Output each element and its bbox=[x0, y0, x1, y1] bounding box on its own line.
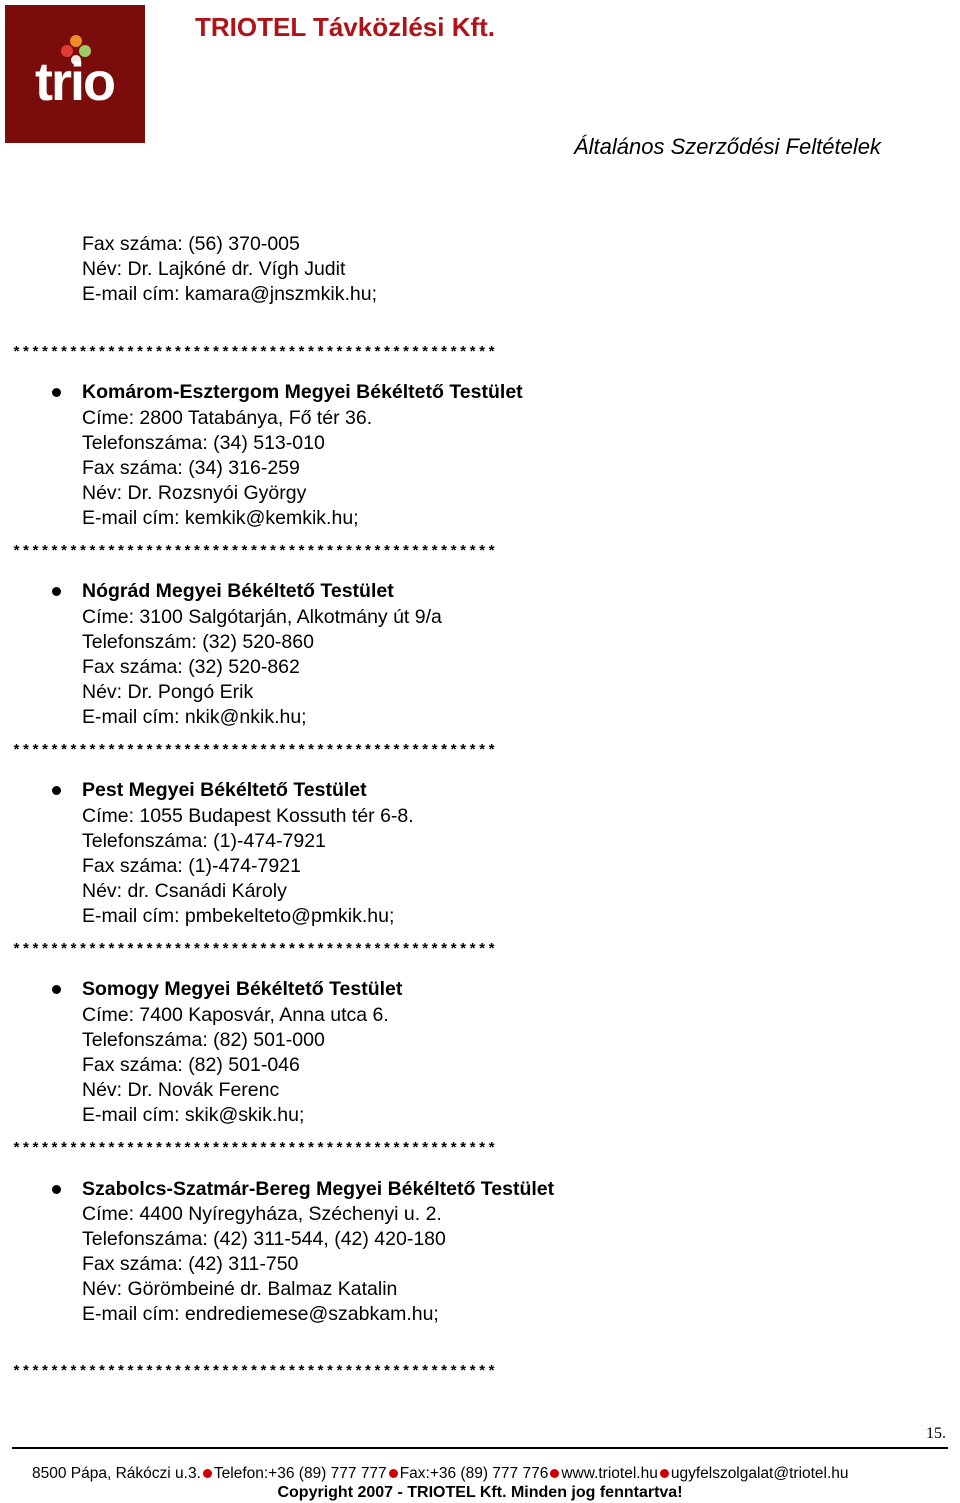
bullet-icon bbox=[52, 587, 61, 596]
section-email: E-mail cím: skik@skik.hu; bbox=[82, 1104, 305, 1126]
section-name: Név: dr. Csanádi Károly bbox=[82, 880, 287, 902]
section-fax: Fax száma: (32) 520-862 bbox=[82, 656, 300, 678]
intro-fax: Fax száma: (56) 370-005 bbox=[82, 233, 300, 255]
section-email: E-mail cím: endrediemese@szabkam.hu; bbox=[82, 1303, 439, 1325]
bullet-icon bbox=[389, 1469, 398, 1478]
intro-email: E-mail cím: kamara@jnszmkik.hu; bbox=[82, 283, 378, 305]
footer-fax: Fax:+36 (89) 777 776 bbox=[399, 1465, 549, 1482]
section-address: Címe: 4400 Nyíregyháza, Széchenyi u. 2. bbox=[82, 1203, 442, 1225]
bullet-icon bbox=[203, 1469, 212, 1478]
section-fax: Fax száma: (1)-474-7921 bbox=[82, 855, 301, 877]
section-phone: Telefonszáma: (1)-474-7921 bbox=[82, 830, 326, 852]
section-address: Címe: 3100 Salgótarján, Alkotmány út 9/a bbox=[82, 606, 442, 628]
copyright: Copyright 2007 - TRIOTEL Kft. Minden jog fenntartva! bbox=[277, 1484, 683, 1501]
section-title: Szabolcs-Szatmár-Bereg Megyei Békéltető Testület bbox=[82, 1178, 555, 1200]
section-name: Név: Dr. Rozsnyói György bbox=[82, 482, 307, 504]
footer-contact bbox=[32, 1465, 849, 1483]
separator: *************************************************** bbox=[12, 544, 497, 561]
section-email: E-mail cím: kemkik@kemkik.hu; bbox=[82, 507, 359, 529]
section-phone: Telefonszám: (32) 520-860 bbox=[82, 631, 314, 653]
section-address: Címe: 7400 Kaposvár, Anna utca 6. bbox=[82, 1004, 389, 1026]
separator: *************************************************** bbox=[12, 345, 497, 362]
section-name: Név: Dr. Pongó Erik bbox=[82, 681, 254, 703]
section-email: E-mail cím: pmbekelteto@pmkik.hu; bbox=[82, 905, 395, 927]
company-name: TRIOTEL Távközlési Kft. bbox=[195, 12, 496, 42]
section-title: Komárom-Esztergom Megyei Békéltető Testület bbox=[82, 381, 523, 403]
section-phone: Telefonszáma: (34) 513-010 bbox=[82, 432, 325, 454]
bullet-icon bbox=[660, 1469, 669, 1478]
bullet-icon bbox=[52, 1185, 61, 1194]
trio-logo bbox=[5, 5, 145, 143]
bullet-icon bbox=[52, 985, 61, 994]
footer-divider bbox=[12, 1447, 948, 1449]
footer-address: 8500 Pápa, Rákóczi u.3. bbox=[32, 1465, 201, 1482]
footer-website-link[interactable]: www.triotel.hu bbox=[561, 1465, 658, 1482]
section-title: Somogy Megyei Békéltető Testület bbox=[82, 978, 403, 1000]
bullet-icon bbox=[52, 388, 61, 397]
logo-text: trio bbox=[35, 52, 114, 112]
bullet-icon bbox=[52, 786, 61, 795]
section-name: Név: Görömbeiné dr. Balmaz Katalin bbox=[82, 1278, 398, 1300]
section-name: Név: Dr. Novák Ferenc bbox=[82, 1079, 280, 1101]
section-phone: Telefonszáma: (42) 311-544, (42) 420-180 bbox=[82, 1228, 446, 1250]
bullet-icon bbox=[550, 1469, 559, 1478]
separator: *************************************************** bbox=[12, 1364, 497, 1381]
section-fax: Fax száma: (34) 316-259 bbox=[82, 457, 300, 479]
section-title: Nógrád Megyei Békéltető Testület bbox=[82, 580, 394, 602]
intro-name: Név: Dr. Lajkóné dr. Vígh Judit bbox=[82, 258, 346, 280]
section-address: Címe: 2800 Tatabánya, Fő tér 36. bbox=[82, 407, 373, 429]
page-number: 15. bbox=[926, 1425, 946, 1442]
footer-phone: Telefon:+36 (89) 777 777 bbox=[213, 1465, 387, 1482]
section-fax: Fax száma: (82) 501-046 bbox=[82, 1054, 300, 1076]
document-title: Általános Szerződési Feltételek bbox=[574, 134, 881, 159]
separator: *************************************************** bbox=[12, 942, 497, 959]
section-address: Címe: 1055 Budapest Kossuth tér 6-8. bbox=[82, 805, 414, 827]
section-email: E-mail cím: nkik@nkik.hu; bbox=[82, 706, 307, 728]
section-title: Pest Megyei Békéltető Testület bbox=[82, 779, 367, 801]
separator: *************************************************** bbox=[12, 743, 497, 760]
section-phone: Telefonszáma: (82) 501-000 bbox=[82, 1029, 325, 1051]
separator: *************************************************** bbox=[12, 1141, 497, 1158]
section-fax: Fax száma: (42) 311-750 bbox=[82, 1253, 299, 1275]
footer-email-link[interactable]: ugyfelszolgalat@triotel.hu bbox=[670, 1465, 849, 1482]
